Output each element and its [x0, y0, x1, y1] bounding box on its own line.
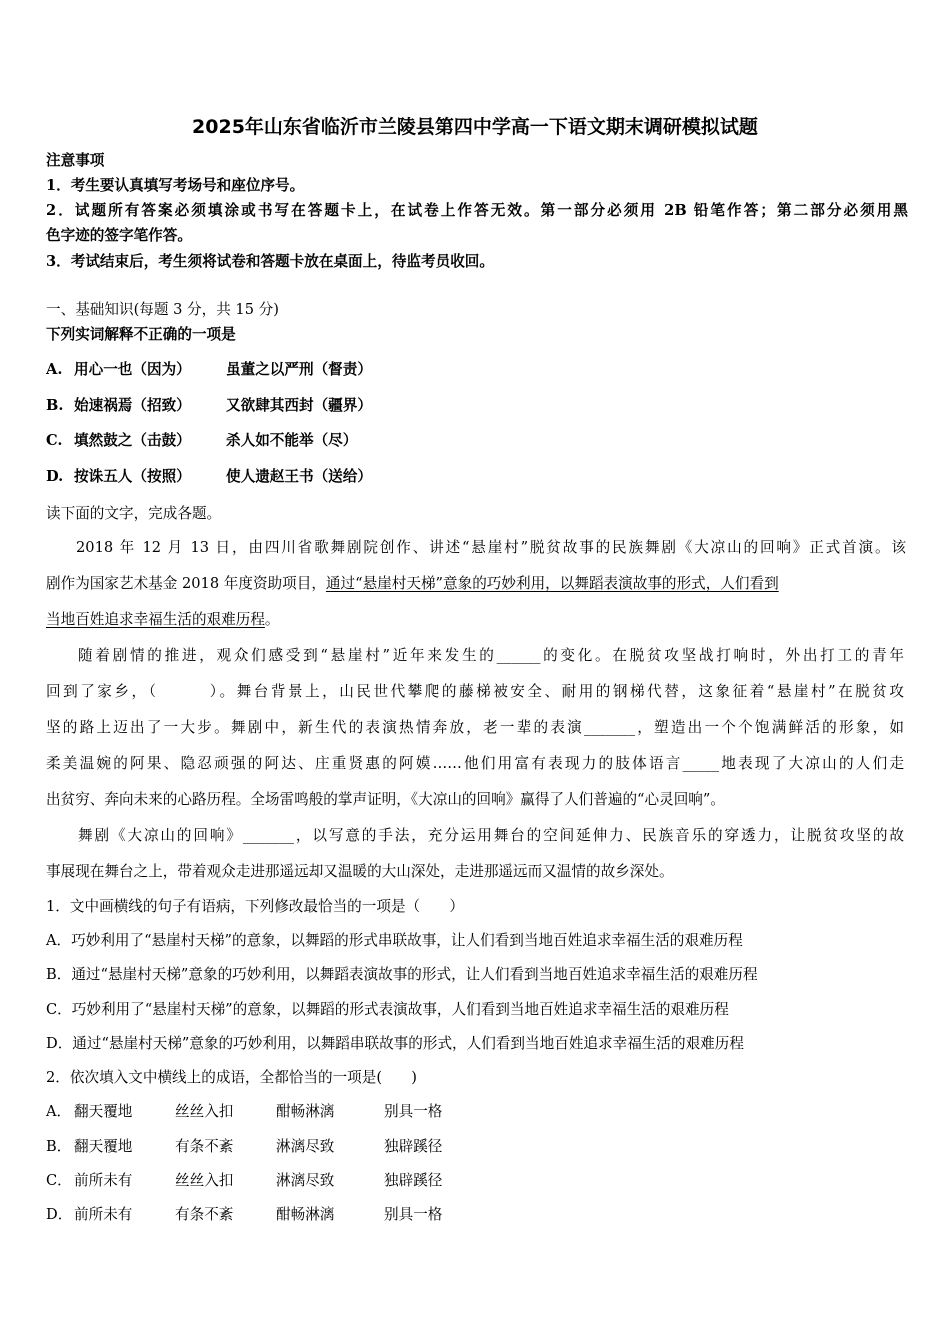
option-text: 杀人如不能举（尽） [226, 432, 358, 449]
passage-line: 坚的路上迈出了一大步。舞剧中，新生代的表演热情奔放，老一辈的表演_______，塑造出一个个饱满鲜活的形象，如 [46, 719, 904, 736]
option-word: 酣畅淋漓 [276, 1103, 335, 1120]
passage-line: 2018 年 12 月 13 日，由四川省歌舞剧院创作、讲述“悬崖村”脱贫故事的民族舞剧《大凉山的回响》正式首演。该 [76, 539, 906, 556]
option-letter: A． [46, 1103, 72, 1120]
question-stem: 2．依次填入文中横线上的成语，全都恰当的一项是( ) [46, 1069, 417, 1086]
question-stem: 1．文中画横线的句子有语病，下列修改最恰当的一项是（ ） [46, 898, 464, 915]
option-letter: A. [46, 361, 63, 378]
option-text: C．巧妙利用了“悬崖村天梯”的意象，以舞蹈的形式表演故事，人们看到当地百姓追求幸福生活的艰难历程 [46, 1001, 729, 1018]
notice-item: 2．试题所有答案必须填涂或书写在答题卡上，在试卷上作答无效。第一部分必须用 2B 铅笔作答；第二部分必须用黑 [46, 202, 908, 219]
option-letter: B. [46, 397, 64, 414]
option-text: 又欲肆其西封（疆界） [226, 397, 372, 414]
option-text: 始速祸焉（招致） [74, 397, 191, 414]
option-text: A．巧妙利用了“悬崖村天梯”的意象，以舞蹈的形式串联故事，让人们看到当地百姓追求幸福生活的艰难历程 [46, 932, 743, 949]
option-word: 别具一格 [384, 1103, 443, 1120]
option-text: 使人遗赵王书（送给） [226, 468, 372, 485]
option-word: 翻天覆地 [74, 1103, 133, 1120]
option-row [46, 431, 908, 451]
option-word: 酣畅淋漓 [276, 1206, 335, 1223]
passage-line [46, 610, 908, 630]
option-row [46, 360, 908, 380]
option-row [46, 467, 908, 487]
passage-line: 回到了家乡，（ ）。舞台背景上，山民世代攀爬的藤梯被安全、耐用的钢梯代替，这象征着“悬崖村”在脱贫攻 [46, 683, 904, 700]
passage-line: 出贫穷、奔向未来的心路历程。全场雷鸣般的掌声证明，《大凉山的回响》赢得了人们普遍的“心灵回响”。 [46, 791, 725, 808]
option-word: 独辟蹊径 [384, 1172, 443, 1189]
option-letter: D． [46, 1206, 73, 1223]
notice-item: 1．考生要认真填写考场号和座位序号。 [46, 177, 305, 194]
passage-text: 。 [264, 611, 280, 628]
option-word: 前所未有 [74, 1172, 133, 1189]
section-heading: 一、基础知识(每题 3 分，共 15 分) [46, 301, 279, 318]
option-word: 有条不紊 [175, 1138, 234, 1155]
option-word: 前所未有 [74, 1206, 133, 1223]
notice-item: 色字迹的签字笔作答。 [46, 227, 192, 244]
question-stem: 下列实词解释不正确的一项是 [46, 326, 236, 343]
option-word: 翻天覆地 [74, 1138, 133, 1155]
option-word: 独辟蹊径 [384, 1138, 443, 1155]
option-word: 丝丝入扣 [175, 1172, 234, 1189]
option-letter: D. [46, 468, 64, 485]
option-word: 有条不紊 [175, 1206, 234, 1223]
reading-instruction: 读下面的文字，完成各题。 [46, 505, 222, 522]
passage-line: 随着剧情的推进，观众们感受到“悬崖村”近年来发生的______的变化。在脱贫攻坚战打响时，外出打工的青年 [78, 647, 904, 664]
passage-line [46, 574, 892, 594]
passage-line: 柔美温婉的阿果、隐忍顽强的阿达、庄重贤惠的阿嫫……他们用富有表现力的肢体语言_____地表现了大凉山的人们走 [46, 755, 904, 772]
option-word: 别具一格 [384, 1206, 443, 1223]
option-letter: B． [46, 1138, 72, 1155]
notice-item: 3．考试结束后，考生须将试卷和答题卡放在桌面上，待监考员收回。 [46, 253, 494, 270]
option-text: 按诛五人（按照） [74, 468, 191, 485]
passage-text: 剧作为国家艺术基金 2018 年度资助项目， [46, 575, 326, 592]
option-text: 用心一也（因为） [74, 361, 191, 378]
underlined-sentence: 当地百姓追求幸福生活的艰难历程 [46, 611, 265, 628]
option-word: 丝丝入扣 [175, 1103, 234, 1120]
option-word: 淋漓尽致 [276, 1172, 335, 1189]
passage-line: 舞剧《大凉山的回响》_______，以写意的手法，充分运用舞台的空间延伸力、民族音乐的穿透力，让脱贫攻坚的故 [78, 827, 904, 844]
option-letter: C. [46, 432, 63, 449]
page-title: 2025年山东省临沂市兰陵县第四中学高一下语文期末调研模拟试题 [192, 116, 758, 138]
option-row [46, 1102, 908, 1122]
notice-heading: 注意事项 [46, 152, 105, 169]
option-row [46, 396, 908, 416]
option-text: 虽董之以严刑（督责） [226, 361, 372, 378]
option-row [46, 1205, 908, 1225]
option-letter: C． [46, 1172, 72, 1189]
underlined-sentence: 通过“悬崖村天梯”意象的巧妙利用，以舞蹈表演故事的形式，人们看到 [325, 575, 779, 592]
option-text: D．通过“悬崖村天梯”意象的巧妙利用，以舞蹈串联故事的形式，人们看到当地百姓追求幸福生活的艰难历程 [46, 1035, 744, 1052]
option-row [46, 1171, 908, 1191]
option-word: 淋漓尽致 [276, 1138, 335, 1155]
option-text: 填然鼓之（击鼓） [74, 432, 191, 449]
option-text: B．通过“悬崖村天梯”意象的巧妙利用，以舞蹈表演故事的形式，让人们看到当地百姓追求幸福生活的艰难历程 [46, 966, 758, 983]
option-row [46, 1137, 908, 1157]
passage-line: 事展现在舞台之上，带着观众走进那遥远却又温暖的大山深处，走进那遥远而又温情的故乡深处。 [46, 863, 674, 880]
